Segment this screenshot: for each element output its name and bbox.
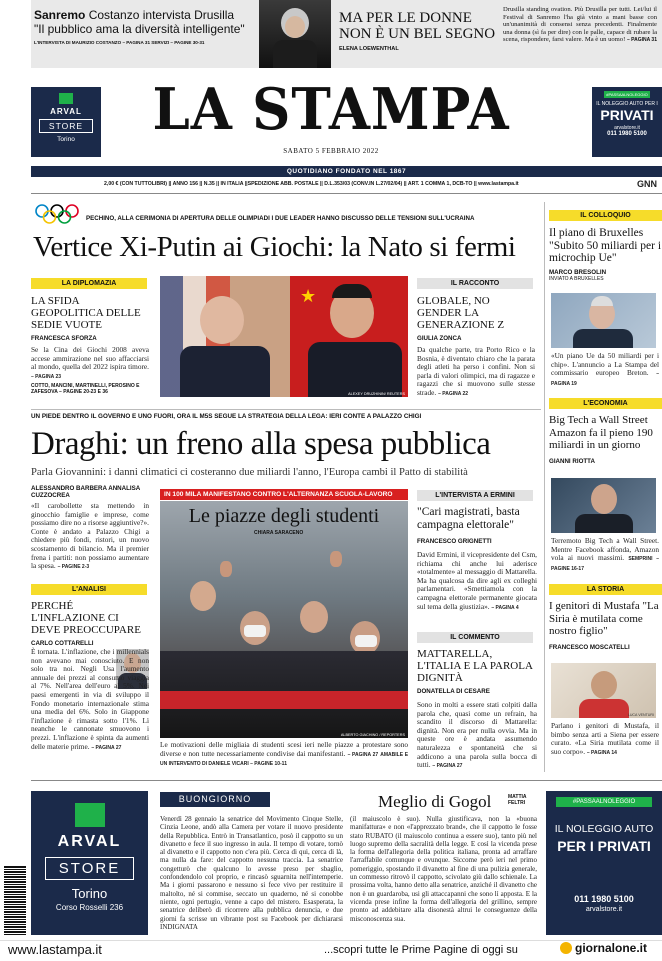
arval-bottom-address: Corso Rosselli 236 [55,903,124,912]
ad-top-right-line2: PRIVATI [600,107,654,123]
arval-ad-bottom-right[interactable] [546,791,662,935]
masthead-rule [31,193,662,194]
colloquio-article[interactable] [549,227,662,282]
draghi-article[interactable] [31,485,149,572]
founded-bar: QUOTIDIANO FONDATO NEL 1867 [31,166,662,177]
sanremo-quote: "Il pubblico ama la diversità intelligente" [34,22,245,36]
info-line: 2,00 € (CON TUTTOLIBRI) || ANNO 156 || N.35 || IN ITALIA ||SPEDIZIONE ABB. POSTALE || D.L.353/03 (CONV.IN L.27/02/04) || ART. 1 COMMA 1, DCB-TO || www.lastampa.it [104,181,519,187]
colloquio-author-role: INVIATO A BRUXELLES [549,275,604,282]
draghi-headline[interactable]: Draghi: un freno alla spesa pubblica [31,426,491,462]
draghi-text-body: «Il carobollette sta mettendo in ginocchio famiglie e imprese, come possiamo dire no a risorse aggiuntive?». Conte è andato a Palazzo Chigi a chiedere più fondi, ristori, un nuovo scostamento di bilancio. Ma il premier frena i partiti: non possiamo aumentare la spesa. [31,501,149,571]
storia-page: – PAGINA 14 [586,749,617,756]
arval-ad-top-right[interactable] [592,87,662,157]
colloquio-page: – PAGINA 19 [551,371,660,387]
buongiorno-author: MATTIA FELTRI [508,794,527,806]
draghi-subhead: Parla Giovannini: i danni climatici ci costeranno due miliardi l'anno, l'Europa cambi il Patto di stabilità [31,467,468,478]
studenti-headline[interactable]: Le piazze degli studenti [188,505,380,527]
analisi-text-body: È tornata. L'inflazione, che i millennials non avevano mai conosciuto. E non solo tra noi. Negli Usa l'aumento annuale dei prezzi al consumo viaggia al 7%. Nell'area dell'euro al 5%. Nei paesi emergenti in via di sviluppo il Fondo monetario internazionale stima una media del 6%. Solo in Giappone l'inflazione è rimasta sotto l'1%. Lì neanche le cannonate smuovono i prezzi. L'inflazione è spinta da aumenti delle materie prime. [31,647,149,751]
draghi-kicker: UN PIEDE DENTRO IL GOVERNO E UNO FUORI, ORA IL M5S SEGUE LA STRATEGIA DELLA LEGA: IERI CONTE A PALAZZO CHIGI [31,413,422,420]
ad-top-right-site: arvalstore.it [614,125,640,131]
giornalone-logo[interactable] [560,941,647,955]
ermini-text [417,551,537,612]
commento-tag: IL COMMENTO [417,632,533,643]
donne-author: ELENA LOEWENTHAL [339,46,399,52]
analisi-author: CARLO COTTARELLI [31,640,94,647]
diplomazia-title: LA SFIDA GEOPOLITICA DELLE SEDIE VUOTE [31,295,141,331]
racconto-tag: IL RACCONTO [417,278,533,289]
storia-photo-credit: LUCA VENTURI [627,713,654,717]
gnn-logo: GNN [637,179,657,189]
diplomazia-text-body: Se la Cina dei Giochi 2008 aveva accese ammirazione nel suo affacciarsi al mondo, quella del 2022 ispira timore. [31,345,149,372]
amazon-photo [551,478,656,533]
draghi-text [31,502,149,572]
ermini-text-body: David Ermini, il vicepresidente del Csm, richiama chi anche lui aderisce «totalmente» al messaggio di Mattarella. Ma ha qualcosa da dire agli ex colleghi parlamentari. «Smettiamola con la campagna elettorale permanente giocata sul tema della giustizia». [417,550,537,611]
buongiorno-header [160,792,535,812]
xi-putin-photo: ★ ALEXEY DRUZHININ/ REUTERS [160,276,408,397]
ad-bottom-right-phone: 011 1980 5100 [574,894,634,904]
arval-ad-top[interactable] [31,87,101,157]
mustafa-photo [551,663,656,718]
arval-store: STORE [39,119,93,133]
racconto-title: GLOBALE, NO GENDER LA GENERAZIONE Z [417,295,505,331]
arval-bottom-logo-icon [75,803,105,827]
donne-text-page: – PAGINA 31 [626,37,657,43]
masthead-date: SABATO 5 FEBBRAIO 2022 [283,147,379,155]
racconto-page: – PAGINA 22 [438,390,469,397]
diplomazia-article[interactable] [31,295,149,395]
draghi-page: – PAGINE 2-3 [57,564,90,571]
sanremo-kicker: Sanremo [34,8,86,22]
right-column-rule [544,202,545,772]
drusilla-photo [259,0,331,68]
arval-brand: ARVAL [50,107,82,116]
sanremo-title: Costanzo intervista Drusilla [88,8,235,22]
ad-top-right-phone: 011 1980 5100 [607,131,647,137]
studenti-tag: IN 100 MILA MANIFESTANO CONTRO L'ALTERNANZA SCUOLA-LAVORO [160,489,408,500]
economia-text [551,537,659,573]
studenti-credits: AMABILE E UN INTERVENTO DI DANIELE VICARI – PAGINE 10-11 [160,751,409,768]
lead-photo-credit: ALEXEY DRUZHININ/ REUTERS [348,392,405,396]
sanremo-credits: L'INTERVISTA DI MAURIZIO COSTANZO – PAGINA 31 SERVIZI – PAGINE 30-31 [34,40,205,45]
studenti-photo [160,501,408,738]
bottom-rule [31,780,662,781]
economia-tag: L'ECONOMIA [549,398,662,409]
sanremo-teaser[interactable] [34,8,254,45]
studenti-text-body: Le motivazioni delle migliaia di studenti scesi ieri nelle piazze a protestare sono diverse e non tutte necessariamente condivise dai manifestanti. [160,740,408,758]
arval-logo-icon [59,93,73,104]
colloquio-author: MARCO BRESOLIN [549,268,607,276]
racconto-author: GIULIA ZONCA [417,335,462,342]
storia-title: I genitori di Mustafa "La Siria è mutilata come nostro figlio" [549,600,659,637]
ad-top-right-tag: #PASSAALNOLEGGIO [604,91,650,98]
commento-text [417,701,537,771]
analisi-article[interactable] [31,600,149,647]
giornalone-text: giornalone.it [575,941,647,955]
ad-bottom-right-line1: IL NOLEGGIO AUTO [554,823,654,835]
economia-text-body: Terremoto Big Tech a Wall Street. Mentre Facebook affonda, Amazon vola ai nuovi massimi. [551,536,659,563]
diplomazia-author: FRANCESCA SFORZA [31,335,97,342]
analisi-tag: L'ANALISI [31,584,147,595]
colloquio-tag: IL COLLOQUIO [549,210,662,221]
economia-credits: SEMPRINI – PAGINE 16-17 [551,556,660,572]
ad-bottom-right-site: arvalstore.it [585,906,623,913]
racconto-text-body: Da qualche parte, tra Porto Rico e la Bosnia, è diventato chiaro che la parata degli atleti ha perso i confini. Non si parla di valori olimpici, ma di ragazze e ragazzi che si muovono sulle stesse strade. [417,345,535,397]
donne-text-body: Drusilla standing ovation. Più Drusilla per tutti. Lei/lui il Festival di Sanremo l'ha già vinto a mani basse con un'unanimità di consensi senza precedenti. Finalmente una donna (sì fa per dire) con le palle, capace di rubare la scena, rispondere, farsi valere. Ma è un uomo! [503,6,657,43]
commento-author: DONATELLA DI CESARE [417,688,490,695]
arval-city: Torino [57,136,75,143]
storia-tag: LA STORIA [549,584,662,595]
donne-title-1: MA PER LE DONNE [339,10,472,26]
arval-bottom-brand: ARVAL [57,833,122,850]
lead-kicker: PECHINO, ALLA CERIMONIA DI APERTURA DELLE OLIMPIADI I DUE LEADER HANNO DISCUSSO DELLE TENSIONI SULL'UCRAINA [86,215,475,222]
buongiorno-title[interactable]: Meglio di Gogol [378,792,492,811]
footer-promo: ...scopri tutte le Prime Pagine di oggi su [324,944,518,956]
ermini-page: – PAGINA 4 [491,604,519,611]
studenti-page: – PAGINA 27 [347,751,379,758]
commento-page: – PAGINA 27 [432,763,463,770]
donne-teaser[interactable] [339,10,499,52]
studenti-text [160,741,408,769]
racconto-article[interactable] [417,295,535,399]
studenti-photo-credit: ALBERTO GIACHINO / REPORTERS [340,733,405,737]
ermini-author: FRANCESCO GRIGNETTI [417,538,492,545]
footer-site[interactable]: www.lastampa.it [8,942,102,957]
analisi-text [31,648,149,752]
lead-headline[interactable]: Vertice Xi-Putin ai Giochi: la Nato si fermi [33,231,516,263]
breton-photo [551,293,656,348]
colloquio-text-body: «Un piano Ue da 50 miliardi per i chip». L'annuncio a La Stampa del commissario europeo Breton. [551,351,659,378]
ermini-title: "Cari magistrati, basta campagna elettorale" [417,506,520,531]
diplomazia-page: – PAGINA 23 [31,373,62,380]
ermini-tag: L'INTERVISTA A ERMINI [417,490,533,501]
buongiorno-col2: (il maiuscolo è suo). Nulla giustificava, non la «buona manifattura» e non «l'apprezzato brand», che il cappotto le fosse stato RUBATO (il maiuscolo continua a essere suo), tanto più nel luogo supremo della sacralità della legge. E così la vicenda prese la forma dell'allegoria della politica italiana, pronta ad arraffare l'arraffabile comunque e ovunque. Siccome però ieri nel primo pomeriggio, spostando il divanetto al fine di una pulizia generale, un commesso ritrovò il cappotto, scivolato giù dallo schienale. La prossima volta, hanno detto alla senatrice, anziché il divanetto che non è un guardaroba, usi gli attaccapanni che sono lì apposta. E la vicenda prese infine la forma dell'allegoria del grillino, sempre pronto ad addebitare alla disonestà altrui le conseguenze della misconoscenza sua. [350,815,537,923]
olympic-rings-icon [34,203,80,225]
buongiorno-tag: BUONGIORNO [160,792,270,807]
storia-text [551,722,659,757]
analisi-page: – PAGINA 27 [91,744,122,751]
ad-bottom-right-tag: #PASSAALNOLEGGIO [556,797,652,807]
masthead-title[interactable]: LA STAMPA [152,76,510,143]
arval-bottom-city: Torino [71,886,108,901]
commento-article[interactable] [417,648,537,771]
giornalone-icon [560,942,572,954]
barcode [4,865,26,935]
commento-text-body: Sono in molti a essere stati colpiti dalla parola che, quasi come un refrain, ha scandito il discorso di Mattarella: dignità. Non era per nulla ovvia. Ma in queste ore è andata assumendo naturalezza e spontaneità che si addicono a una parola sulla bocca di tutti. [417,700,537,770]
ermini-article[interactable] [417,506,537,612]
colloquio-text [551,352,659,388]
economia-author: GIANNI RIOTTA [549,457,595,465]
commento-title: MATTARELLA, L'ITALIA E LA PAROLA DIGNITÀ [417,648,533,684]
diplomazia-text [31,346,149,381]
donne-title-2: NON È UN BEL SEGNO [339,26,496,42]
economia-title: Big Tech a Wall Street Amazon fa il pieno 190 miliardi in un giorno [549,414,653,451]
buongiorno-col1: Venerdì 28 gennaio la senatrice del Movimento Cinque Stelle, Cinzia Leone, andò alla Camera per votare il nuovo presidente della Repubblica. Entrò in Transatlantico, posò il cappotto su un divanetto e fece il suo ingresso in aula. Il tempo di votare, tornò al divanetto e il cappotto non c'era più. Cerca di qui, cerca di là, ma nulla da fare: del cappotto nessuna traccia. La senatrice congetturò che qualcuno lo avesse preso per sbaglio, confondendolo col proprio, e rincasò sguarnita nell'intemperie. Ma i giorni passarono e nessuno si fece vivo per restituire il maltolto, né si commise, seccato un quaderno, né si conobbe niente, ogni pertugio, venne a capo del mistero. Esasperata, la senatrice deliberò di ricorrere alla pubblica denuncia, e due giorni fa scrisse un vibrante post su Facebook per dichiararsi INDIGNATA [160,815,343,931]
storia-author: FRANCESCO MOSCATELLI [549,643,630,651]
diplomazia-tag: LA DIPLOMAZIA [31,278,147,289]
studenti-author: CHIARA SARACENO [254,530,304,536]
draghi-authors: ALESSANDRO BARBERA ANNALISA CUZZOCREA [31,485,140,499]
draghi-top-rule [31,409,541,410]
economia-article[interactable] [549,414,662,465]
racconto-text [417,346,535,399]
colloquio-title: Il piano di Bruxelles "Subito 50 miliardi per i microchip Ue" [549,227,662,264]
analisi-title: PERCHÉ L'INFLAZIONE CI DEVE PREOCCUPARE [31,600,141,636]
arval-bottom-store: STORE [45,857,134,880]
arval-ad-bottom[interactable] [31,791,148,935]
ad-top-right-line1: IL NOLEGGIO AUTO PER I [596,101,658,107]
ad-bottom-right-line2: PER I PRIVATI [557,838,651,854]
storia-text-body: Parlano i genitori di Mustafa, il bimbo senza arti a Siena per essere curato. «La Siria mutilata come il suo corpo». [551,721,659,756]
diplomazia-credits: COTTO, MANCINI, MARTINELLI, PEROSINO E ZAFESOVA – PAGINE 20-23 E 36 [31,383,140,396]
donne-text [503,6,657,45]
storia-article[interactable] [549,600,662,651]
